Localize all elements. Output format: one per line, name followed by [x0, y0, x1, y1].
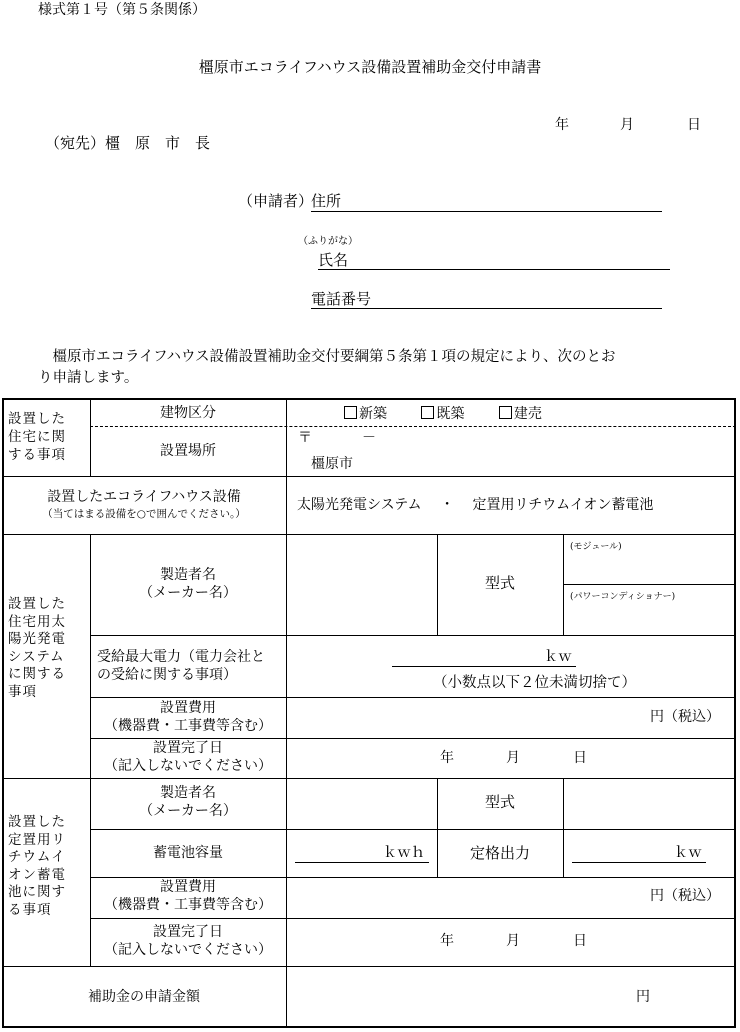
furigana-label: （ふりがな） — [298, 236, 358, 247]
battery-maker-label: 製造者名 （メーカー名） — [139, 785, 237, 819]
capacity-label: 蓄電池容量 — [153, 845, 223, 861]
equipment-label: 設置したエコライフハウス設備 — [47, 489, 241, 505]
checkbox-readybuilt[interactable] — [499, 406, 512, 419]
date-month: 月 — [620, 117, 634, 133]
building-type-label: 建物区分 — [160, 405, 216, 421]
option-existing[interactable]: 既築 — [421, 406, 464, 422]
solar-section-label: 設置した 住宅用太 陽光発電 システム に関する 事項 — [8, 596, 66, 700]
addressee: （宛先）橿 原 市 長 — [45, 134, 211, 152]
battery-completion-year: 年 — [440, 933, 454, 949]
total-label: 補助金の申請金額 — [88, 989, 200, 1005]
name-label: 氏名 — [318, 251, 349, 269]
applicant-label: （申請者） — [238, 192, 314, 210]
total-amount-field[interactable] — [287, 970, 627, 1024]
battery-model-label: 型式 — [484, 793, 515, 811]
output-field[interactable] — [572, 862, 706, 863]
output-label: 定格出力 — [469, 844, 530, 862]
power-note: （小数点以下２位未満切捨て） — [433, 675, 636, 691]
battery-completion-label: 設置完了日 （記入しないでください） — [104, 924, 272, 958]
separator: ・ — [440, 497, 455, 513]
solar-cost-unit: 円（税込） — [650, 709, 720, 725]
phone-field[interactable] — [311, 308, 662, 309]
solar-completion-day: 日 — [573, 750, 587, 766]
capacity-field[interactable] — [295, 862, 429, 863]
solar-maker-label: 製造者名 （メーカー名） — [139, 567, 237, 601]
solar-model-label: 型式 — [484, 574, 515, 592]
conditioner-label: (パワーコンディショナー) — [570, 592, 676, 602]
equipment-options — [297, 498, 653, 512]
house-section-label: 設置した 住宅に関 する事項 — [8, 411, 66, 464]
option-battery[interactable]: 定置用リチウムイオン蓄電池 — [472, 497, 654, 513]
intro-line-1: 橿原市エコライフハウス設備設置補助金交付要綱第５条第１項の規定により、次のとお — [38, 349, 616, 365]
date-day: 日 — [687, 117, 701, 133]
option-new[interactable]: 新築 — [344, 406, 387, 422]
postal-mark: 〒 — [298, 430, 312, 446]
name-field[interactable] — [318, 269, 670, 270]
location-label: 設置場所 — [160, 443, 216, 459]
building-type-options — [344, 406, 542, 421]
power-field[interactable] — [392, 666, 576, 667]
form-number: 様式第１号（第５条関係） — [38, 2, 206, 18]
postal-dash: － — [362, 430, 376, 446]
address-label: 住所 — [311, 192, 342, 210]
option-solar[interactable]: 太陽光発電システム — [297, 497, 422, 513]
power-label: 受給最大電力（電力会社と の受給に関する事項） — [97, 649, 265, 683]
output-unit: ｋｗ — [674, 845, 702, 861]
power-unit: ｋｗ — [544, 649, 572, 665]
checkbox-new[interactable] — [344, 406, 357, 419]
module-label: (モジュール) — [570, 542, 622, 552]
phone-label: 電話番号 — [311, 290, 372, 308]
location-city: 橿原市 — [311, 456, 353, 472]
solar-cost-label: 設置費用 （機器費・工事費等含む） — [104, 700, 272, 734]
solar-completion-year: 年 — [440, 750, 454, 766]
date-year: 年 — [555, 117, 569, 133]
battery-cost-label: 設置費用 （機器費・工事費等含む） — [104, 879, 272, 913]
battery-completion-day: 日 — [573, 933, 587, 949]
battery-section-label: 設置した 定置用リ チウムイ オン蓄電 池に関す る事項 — [8, 814, 66, 918]
checkbox-existing[interactable] — [421, 406, 434, 419]
capacity-unit: ｋｗｈ — [383, 845, 425, 861]
address-field[interactable] — [311, 211, 662, 212]
battery-completion-month: 月 — [506, 933, 520, 949]
option-readybuilt[interactable]: 建売 — [499, 406, 542, 422]
intro-line-2: り申請します。 — [38, 370, 139, 386]
equipment-note: （当てはまる設備を○で囲んでください。） — [42, 508, 246, 520]
battery-cost-unit: 円（税込） — [650, 888, 720, 904]
solar-completion-month: 月 — [506, 750, 520, 766]
total-unit: 円 — [636, 989, 650, 1005]
solar-completion-label: 設置完了日 （記入しないでください） — [104, 740, 272, 774]
form-title: 橿原市エコライフハウス設備設置補助金交付申請書 — [198, 58, 542, 76]
